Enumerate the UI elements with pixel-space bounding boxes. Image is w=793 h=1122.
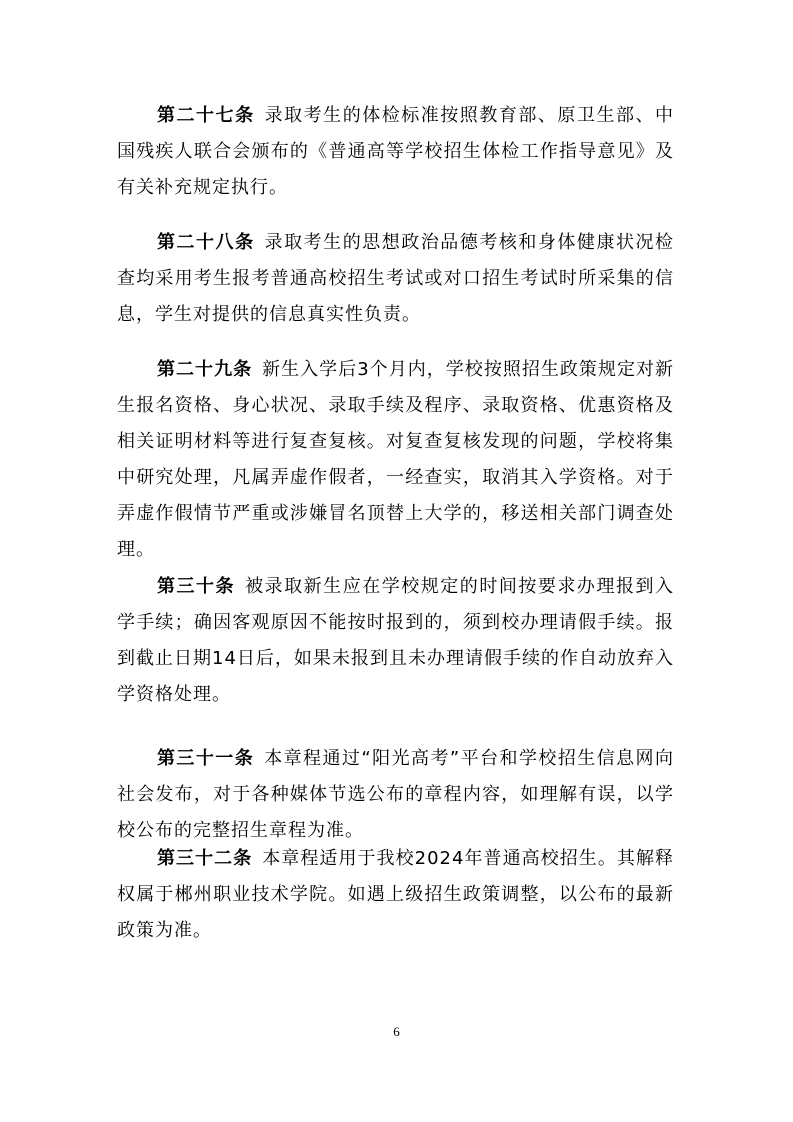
article-body: 本章程适用于我校2024年普通高校招生。其解释权属于郴州职业技术学院。如遇上级招生政策调整，以公布的最新政策为准。 — [117, 848, 674, 941]
article-body: 本章程通过“阳光高考”平台和学校招生信息网向社会发布，对于各种媒体节选公布的章程内容，如理解有误，以学校公布的完整招生章程为准。 — [117, 748, 674, 841]
article-body: 录取考生的体检标准按照教育部、原卫生部、中国残疾人联合会颁布的《普通高等学校招生体检工作指导意见》及有关补充规定执行。 — [117, 105, 675, 198]
article-heading: 第二十九条 — [157, 359, 253, 380]
page-number: 6 — [393, 1024, 400, 1039]
article-28 — [117, 225, 674, 333]
article-30 — [117, 569, 674, 713]
article-heading: 第三十条 — [157, 576, 236, 597]
article-body: 新生入学后3个月内，学校按照招生政策规定对新生报名资格、身心状况、录取手续及程序、录取资格、优惠资格及相关证明材料等进行复查复核。对复查复核发现的问题，学校将集中研究处理，凡属弄虚作假者，一经查实，取消其入学资格。对于弄虚作假情节严重或涉嫌冒名顶替上大学的，移送相关部门调查处理。 — [117, 359, 675, 560]
article-29 — [117, 352, 674, 568]
article-heading: 第三十二条 — [157, 848, 253, 869]
article-body: 被录取新生应在学校规定的时间按要求办理报到入学手续；确因客观原因不能按时报到的，须到校办理请假手续。报到截止日期14日后，如果未报到且未办理请假手续的作自动放弃入学资格处理。 — [117, 576, 675, 705]
article-27 — [117, 98, 674, 206]
article-31 — [117, 741, 674, 849]
article-heading: 第三十一条 — [157, 748, 255, 769]
article-heading: 第二十八条 — [157, 232, 255, 253]
article-body: 录取考生的思想政治品德考核和身体健康状况检查均采用考生报考普通高校招生考试或对口招生考试时所采集的信息，学生对提供的信息真实性负责。 — [117, 232, 675, 325]
article-heading: 第二十七条 — [157, 105, 255, 126]
article-32 — [117, 841, 674, 949]
